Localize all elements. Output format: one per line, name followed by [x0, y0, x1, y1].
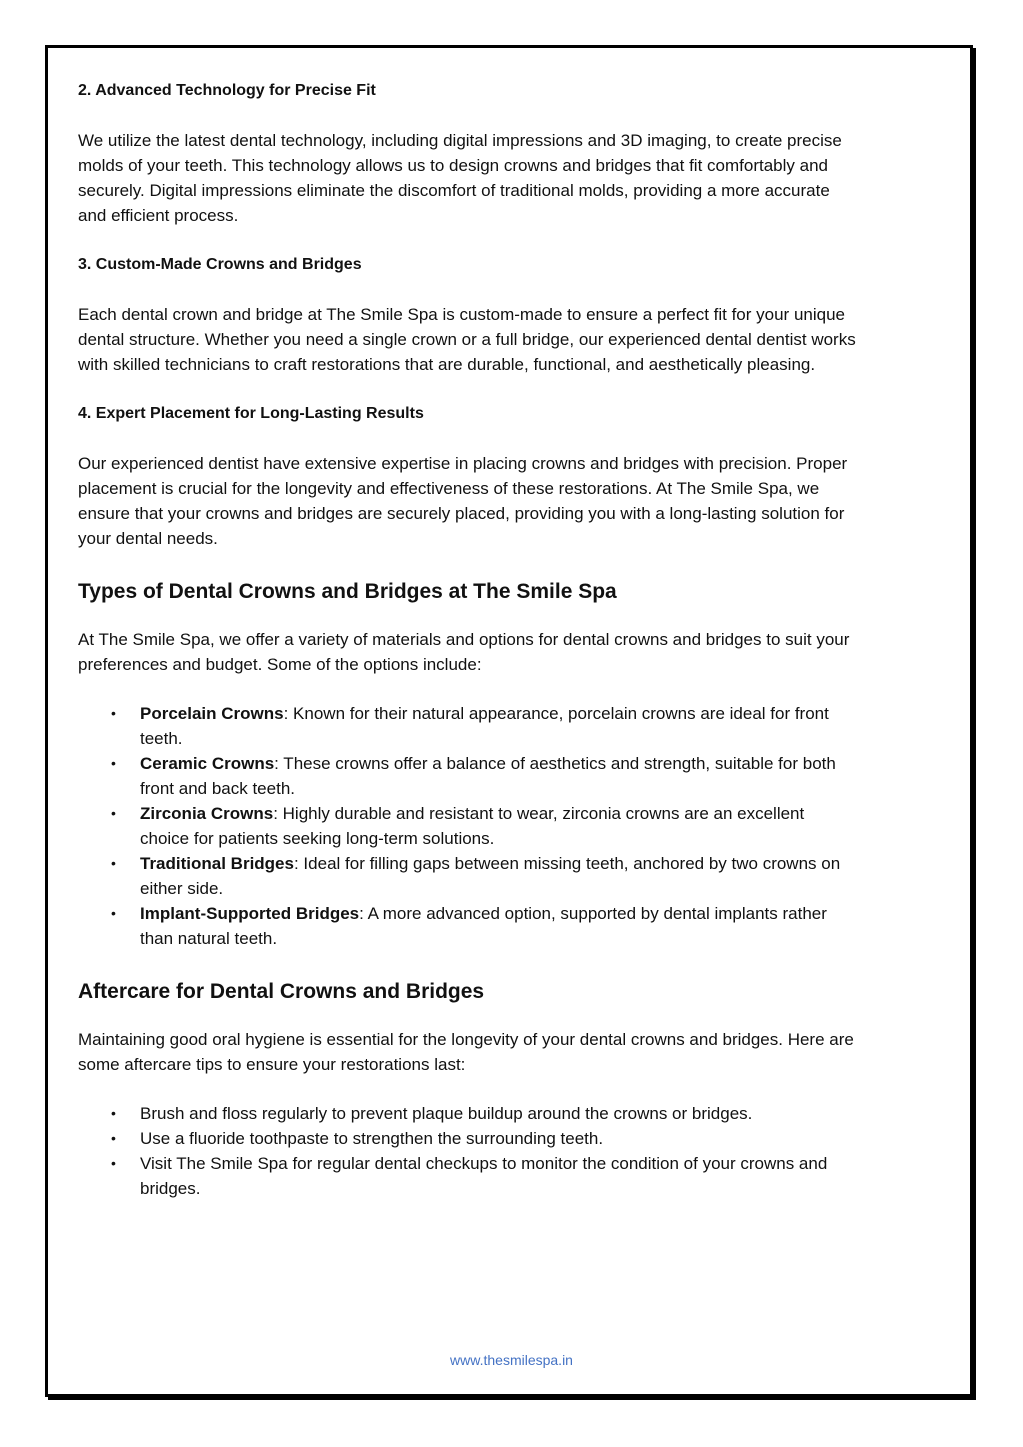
bullet-icon: •	[111, 1105, 116, 1121]
list-item-desc: : Ideal for filling gaps between missing teeth, anchored by two crowns on either side.	[140, 854, 841, 898]
bullet-icon: •	[111, 755, 116, 771]
section-custom-made	[78, 252, 858, 377]
aftercare-intro: Maintaining good oral hygiene is essential for the longevity of your dental crowns and bridges. Here are some aftercare tips to ensure your restorations last:	[78, 1030, 854, 1074]
aftercare-heading: Aftercare for Dental Crowns and Bridges	[78, 980, 485, 1003]
footer-website-link[interactable]: www.thesmilespa.in	[450, 1352, 573, 1368]
list-item-term: Traditional Bridges	[140, 854, 294, 873]
list-item-text: Brush and floss regularly to prevent plaque buildup around the crowns or bridges.	[140, 1104, 753, 1123]
bullet-icon: •	[111, 705, 116, 721]
list-item-term: Ceramic Crowns	[140, 754, 275, 773]
list-item	[111, 801, 858, 851]
bullet-icon: •	[111, 805, 116, 821]
section-paragraph: Each dental crown and bridge at The Smile Spa is custom-made to ensure a perfect fit for your unique dental structure. Whether you need a single crown or a full bridge, our experienced dental dentist works with skilled technicians to craft restorations that are durable, functional, and aesthetically pleasing.	[78, 305, 856, 374]
aftercare-list	[78, 1101, 858, 1201]
section-heading: 4. Expert Placement for Long-Lasting Results	[78, 405, 424, 422]
list-item-text: Visit The Smile Spa for regular dental checkups to monitor the condition of your crowns and bridges.	[140, 1154, 828, 1198]
bullet-icon: •	[111, 1130, 116, 1146]
list-item	[111, 1126, 858, 1151]
list-item-term: Zirconia Crowns	[140, 804, 274, 823]
section-advanced-technology	[78, 78, 858, 228]
section-paragraph: Our experienced dentist have extensive expertise in placing crowns and bridges with precision. Proper placement is crucial for the longevity and effectiveness of these restorations. At The Smile Spa, we ensure that your crowns and bridges are securely placed, providing you with a long-lasting solution for your dental needs.	[78, 454, 848, 548]
document-body	[78, 78, 858, 1225]
list-item-term: Porcelain Crowns	[140, 704, 284, 723]
list-item-desc: : A more advanced option, supported by dental implants rather than natural teeth.	[140, 904, 827, 948]
section-paragraph: We utilize the latest dental technology, including digital impressions and 3D imaging, to create precise molds of your teeth. This technology allows us to design crowns and bridges that fit comfortably and securely. Digital impressions eliminate the discomfort of traditional molds, providing a more accurate and efficient process.	[78, 131, 842, 225]
list-item-text: Use a fluoride toothpaste to strengthen the surrounding teeth.	[140, 1129, 604, 1148]
list-item	[111, 1151, 858, 1201]
list-item	[111, 851, 858, 901]
list-item	[111, 1101, 858, 1126]
types-list	[78, 701, 858, 951]
types-intro: At The Smile Spa, we offer a variety of materials and options for dental crowns and bridges to suit your preferences and budget. Some of the options include:	[78, 630, 850, 674]
section-heading: 3. Custom-Made Crowns and Bridges	[78, 256, 362, 273]
list-item-desc: : Known for their natural appearance, porcelain crowns are ideal for front teeth.	[140, 704, 829, 748]
types-section	[78, 577, 858, 951]
list-item	[111, 751, 858, 801]
bullet-icon: •	[111, 855, 116, 871]
list-item-desc: : These crowns offer a balance of aesthetics and strength, suitable for both front and back teeth.	[140, 754, 836, 798]
aftercare-section	[78, 977, 858, 1201]
bullet-icon: •	[111, 1155, 116, 1171]
list-item-desc: : Highly durable and resistant to wear, zirconia crowns are an excellent choice for patients seeking long-term solutions.	[140, 804, 805, 848]
section-expert-placement	[78, 401, 858, 551]
list-item-term: Implant-Supported Bridges	[140, 904, 360, 923]
types-heading: Types of Dental Crowns and Bridges at The Smile Spa	[78, 580, 617, 603]
list-item	[111, 901, 858, 951]
list-item	[111, 701, 858, 751]
section-heading: 2. Advanced Technology for Precise Fit	[78, 82, 376, 99]
bullet-icon: •	[111, 905, 116, 921]
